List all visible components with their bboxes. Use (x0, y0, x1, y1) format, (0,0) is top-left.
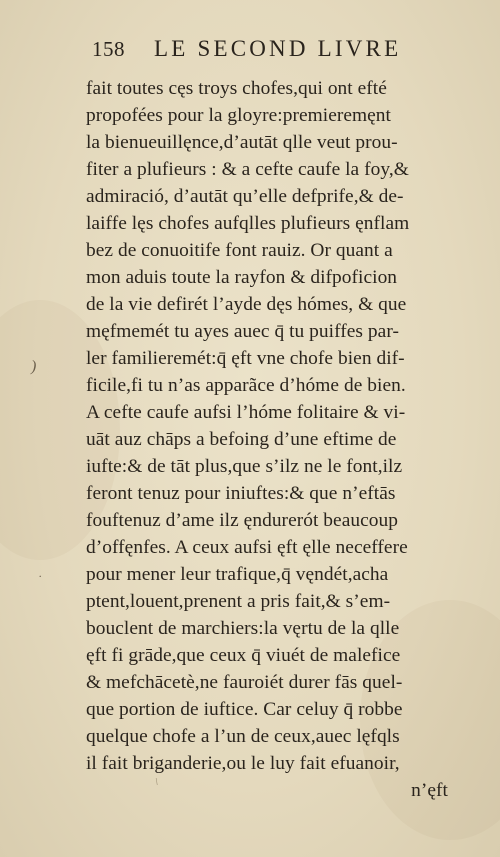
text-line: de la vie defirét l’ayde dęs hómes, & que (86, 294, 407, 315)
text-line: uāt auz chāps a befoing d’une eftime de (86, 429, 397, 450)
text-line: bouclent de marchiers:la vęrtu de la qlle (86, 618, 400, 639)
page-header (92, 36, 432, 66)
body-text (86, 75, 456, 804)
text-line: admiració, d’autāt qu’elle defprife,& de- (86, 186, 404, 207)
catchword: n’ęft (411, 780, 448, 801)
text-line: ler familieremét:q̄ ęft vne chofe bien dif- (86, 348, 405, 369)
text-line: il fait briganderie,ou le luy fait efuanoir, (86, 753, 400, 774)
text-line: que portion de iuftice. Car celuy q̄ robbe (86, 699, 403, 720)
page-number: 158 (92, 37, 125, 61)
text-line: pour mener leur trafique,q̄ vęndét,acha (86, 564, 389, 585)
text-line: mon aduis toute la rayfon & difpoficion (86, 267, 398, 288)
text-line: bez de conuoitife font rauiz. Or quant a (86, 240, 393, 261)
text-line: iufte:& de tāt plus,que s’ilz ne le font,ilz (86, 456, 403, 477)
text-line: fiter a plufieurs : & a cefte caufe la foy,& (86, 159, 409, 180)
margin-mark: . (39, 566, 42, 580)
text-line: ęft fi grāde,que ceux q̄ viuét de malefice (86, 645, 401, 666)
margin-mark: ) (31, 358, 37, 375)
text-line: fait toutes cęs troys chofes,qui ont efté (86, 78, 387, 99)
text-line: & mefchācetè,ne fauroiét durer fās quel- (86, 672, 403, 693)
text-line: feront tenuz pour iniuftes:& que n’eftās (86, 483, 396, 504)
running-title: LE SECOND LIVRE (154, 36, 402, 61)
text-line: męfmemét tu ayes auec q̄ tu puiffes par- (86, 321, 399, 342)
text-line: A cefte caufe aufsi l’hóme folitaire & vi- (86, 402, 406, 423)
text-line: fouftenuz d’ame ilz ęndurerót beaucoup (86, 510, 399, 531)
text-line: laiffe lęs chofes aufqlles plufieurs ęnflam (86, 213, 410, 234)
text-line: quelque chofe a l’un de ceux,auec lęfqls (86, 726, 400, 747)
text-line: ptent,louent,prenent a pris fait,& s’em- (86, 591, 391, 612)
text-line: ficile,fi tu n’as apparãce d’hóme de bien. (86, 375, 406, 396)
text-line: d’offęnfes. A ceux aufsi ęft ęlle neceffere (86, 537, 408, 558)
text-line: propofées pour la gloyre:premieremęnt (86, 105, 391, 126)
text-line: la bienueuillęnce,d’autāt qlle veut prou- (86, 132, 398, 153)
margin-mark: \ (155, 776, 159, 788)
